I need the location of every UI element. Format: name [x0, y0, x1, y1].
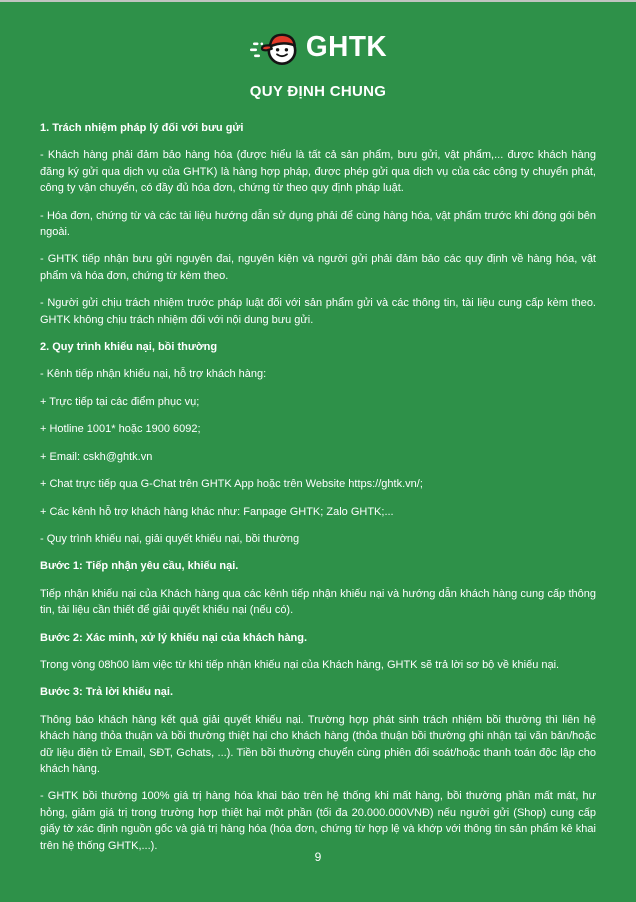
section-heading: Bước 3: Trả lời khiếu nại.: [40, 686, 174, 699]
paragraph: - Khách hàng phải đảm bảo hàng hóa (được hiểu là tất cả sản phẩm, bưu gửi, vật phẩm,... được khách hàng đăng ký gửi qua dịch vụ của GHTK) là hàng hợp pháp, được phép gửi qua dịch vụ của các công ty chuyển phát, công ty vận chuyển, có đầy đủ hóa đơn, chứng từ theo quy định pháp luật.: [40, 149, 596, 195]
paragraph: + Các kênh hỗ trợ khách hàng khác như: Fanpage GHTK; Zalo GHTK;...: [40, 505, 394, 518]
section-heading: 1. Trách nhiệm pháp lý đối với bưu gửi: [40, 122, 244, 134]
page-footer: [0, 848, 636, 866]
section-heading: Bước 1: Tiếp nhận yêu cầu, khiếu nại.: [40, 560, 239, 573]
section-heading: 2. Quy trình khiếu nại, bồi thường: [40, 341, 218, 354]
paragraph: - Kênh tiếp nhận khiếu nại, hỗ trợ khách hàng:: [40, 368, 267, 381]
paragraph: + Trực tiếp tại các điểm phục vụ;: [40, 395, 200, 408]
ghtk-mascot-icon: [249, 26, 301, 68]
paragraph: - Quy trình khiếu nại, giải quyết khiếu nại, bồi thường: [40, 532, 300, 545]
page-header: [0, 26, 636, 100]
paragraph: Trong vòng 08h00 làm việc từ khi tiếp nhận khiếu nại của Khách hàng, GHTK sẽ trả lời sơ bộ về khiếu nại.: [40, 658, 560, 671]
paragraph: Thông báo khách hàng kết quả giải quyết khiếu nại. Trường hợp phát sinh trách nhiệm bồi thường thì liên hệ khách hàng thỏa thuận và bồi thường thiệt hại cho khách hàng (thỏa thuận bồi thường ghi nhận tại văn bản/hoặc dữ liệu điện tử Email, SĐT, Gchats, ...). Tiền bồi thường chuyển cùng phiên đối soát/hoặc thanh toán độc lập cho khách hàng.: [40, 713, 596, 775]
paragraph: + Hotline 1001* hoặc 1900 6092;: [40, 423, 201, 436]
paragraph: - GHTK tiếp nhận bưu gửi nguyên đai, nguyên kiện và người gửi phải đảm bảo các quy định về hàng hóa, vật phẩm và hóa đơn, chứng từ kèm theo.: [40, 253, 596, 282]
paragraph: + Chat trực tiếp qua G-Chat trên GHTK App hoặc trên Website https://ghtk.vn/;: [40, 478, 423, 491]
content: [40, 120, 596, 854]
top-edge-divider: [0, 0, 636, 2]
paragraph: - Người gửi chịu trách nhiệm trước pháp luật đối với sản phẩm gửi và các thông tin, tài liệu cung cấp kèm theo. GHTK không chịu trách nhiệm đối với nội dung bưu gửi.: [40, 297, 596, 326]
paragraph: Tiếp nhận khiếu nại của Khách hàng qua các kênh tiếp nhận khiếu nại và hướng dẫn khách hàng cung cấp thông tin, tài liệu cần thiết để giải quyết khiếu nại (nếu có).: [40, 587, 596, 617]
brand-wordmark: GHTK: [305, 30, 388, 63]
paragraph: - GHTK bồi thường 100% giá trị hàng hóa khai báo trên hệ thống khi mất hàng, bồi thường phần mất mát, hư hỏng, giảm giá trị trong trường hợp thiệt hại một phần (tối đa 20.000.000VNĐ) nếu người gửi (Shop) cung cấp giấy tờ xác định nguồn gốc và giá trị hàng hóa (hóa đơn, chứng từ hợp lệ và khớp với thông tin sản phẩm kê khai trên hệ thống GHTK,...).: [40, 790, 596, 852]
paragraph: - Hóa đơn, chứng từ và các tài liệu hướng dẫn sử dụng phải để cùng hàng hóa, vật phẩm trước khi đóng gói bên ngoài.: [40, 209, 596, 239]
speed-lines-icon: [250, 43, 263, 58]
page-number: 9: [314, 850, 322, 864]
paragraph: + Email: cskh@ghtk.vn: [40, 450, 153, 463]
ghtk-logo: [0, 26, 636, 68]
section-heading: Bước 2: Xác minh, xử lý khiếu nại của khách hàng.: [40, 631, 308, 644]
page-title: QUY ĐỊNH CHUNG: [249, 83, 387, 100]
